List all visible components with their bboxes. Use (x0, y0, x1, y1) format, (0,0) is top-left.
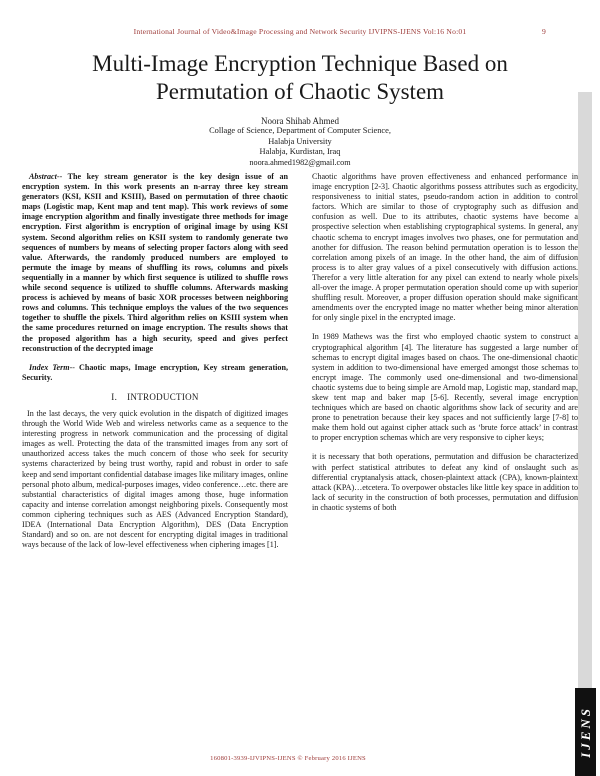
author-email[interactable]: noora.ahmed1982@gmail.com (249, 157, 351, 167)
abstract-label: Abstract-- (29, 172, 63, 181)
journal-header (0, 27, 600, 36)
footer-text: 160801-3939-IJVIPNS-IJENS © February 2016 IJENS (210, 755, 366, 762)
author-affiliation-line-3: Halabja, Kurdistan, Iraq (259, 147, 341, 157)
page-number: 9 (542, 27, 546, 36)
paper-title: Multi-Image Encryption Technique Based on Permutation of Chaotic System (92, 51, 508, 104)
right-column-paragraph-1: Chaotic algorithms have proven effectiveness and enhanced performance in image encryption [2-3]. Chaotic algorithms possess attributes such as ergodicity, responsiveness to initial states, pseudo-random action in addition to control factors. Which are similar to those of cryptography such as diffusion and confusion as well. Due to its attributes, chaotic systems have become a prospective selection when establishing cryptographical systems. In general, any chaotic schema to encrypt images involves two phases, one for permutation and another for diffusion. The reason behind permutation operation is to lesson the correlation among pixels of an image. In the other hand, the aim of diffusion process is to alter gray values of a pixel consecutively with diffusion actions. Therefor a very little alteration for any pixel can extend to nearly whole pixels all-over the image. A proper permutation operation should come up with superior shuffling result. Moreover, a proper diffusion operation should make significant amendments over the encrypted image no matter whether being minor alteration for only single pixel in the encrypted image. (312, 172, 578, 323)
author-name: Noora Shihab Ahmed (261, 116, 339, 126)
right-column (312, 172, 578, 522)
index-terms-text: Chaotic maps, Image encryption, Key stream generation, Security. (22, 362, 288, 382)
author-block (0, 116, 600, 168)
abstract-paragraph (22, 172, 288, 354)
ijens-logo-text: IJENS (577, 706, 593, 758)
right-margin-bar (578, 92, 592, 688)
footer (0, 755, 576, 762)
right-column-paragraph-3: it is necessary that both operations, permutation and diffusion be characterized with perfect statistical attributes to defeat any kind of onslaught such as differential cryptanalysis attack, chosen-plaintext attack (CPA), known-plaintext attack (KPA)…etcetera. To overpower obstacles like little key space in addition to lack of security in the construction of both processes, permutation and diffusion in chaotic systems of both (312, 452, 578, 512)
index-terms-label: Index Term-- (29, 362, 75, 372)
author-affiliation-line-1: Collage of Science, Department of Computer Science, (209, 126, 391, 136)
index-terms-paragraph (22, 363, 288, 383)
author-affiliation-line-2: Halabja University (268, 136, 332, 146)
section-label: INTRODUCTION (127, 391, 199, 402)
journal-title-line: International Journal of Video&Image Processing and Network Security IJVIPNS-IJENS Vol:16 No:01 (133, 27, 467, 36)
abstract-text: The key stream generator is the key design issue of an encryption system. In this work presents an n-array three key stream generators (KSI, KSII and KSIII), Based on permutation of three chaotic maps (Logistic map, Kent map and tent map). This work reviews of some image encryption algorithm and finally investigate three methods for image encryption. First algorithm is encryption of original image by using KSI system. Second algorithm relies on KSII system to randomly generate two sequences of numbers by means of selecting proper factors along with seed value. Afterwards, the randomly produced numbers are employed to permute the image by means of shuffling its rows, columns and pixels sequentially in a manner by which first sequence is utilized to shuffle rows while second sequence is utilized to shuffle columns. Afterwards masking process is achieved by means of basic XOR processes between neighboring rows and columns. This technique employs the values of the two sequences together to shuffle the pixels. Third algorithm relies on KSIII system when the same procedures returned on image encryption. The results shows that the proposed algorithm has a high security, speed and gives perfect reconstruction of the decrypted image (22, 172, 288, 353)
left-column (22, 172, 288, 559)
section-heading-introduction (22, 392, 288, 402)
ijens-logo-box (575, 688, 596, 776)
right-column-paragraph-2: In 1989 Mathews was the first who employed chaotic system to construct a cryptographical algorithm [4]. The literature has suggested a large number of schemas to encrypt digital images based on chaos. The one-dimensional chaotic system in addition to two-dimensional have emerged amongst those schemas to encrypt image. The commonly used one-dimensional and two-dimensional chaotic systems due to being simple are Arnold map, Logistic map, standard map, skew tent map and baker map [5-6]. Recently, several image encryption techniques which are based on chaotic algorithms show lack of security and are prone to penetration because their key spaces and not sufficiently large [7-8] to make them hold out against cipher attack such as ‘brute force attack’ in contrast to proper encryption schemas which are very responsive to cipher keys; (312, 332, 578, 443)
introduction-paragraph: In the last decays, the very quick evolution in the dispatch of digitized images through the World Wide Web and wireless networks came as a sequence to the interesting progress in network communication and the processing of digital images as well. Protecting the data of the transmitted images from any sort of unauthorized access takes the much concern of those who seek for security systems characterized by being trust worthy, rapid and robust in order to safe keep and send important confidential database images like military images, online personal photo album, medical-purposes images, video conference…etc. there are substantial characteristics of digital images among those, huge information capacity and intense correlation amongst neighboring pixels. Consequently most common ciphering techniques such as AES (Advanced Encryption Standard), IDEA (International Data Encryption Algorithm), DES (Data Encryption Standard) and so on. are not descent for encrypting digital images in traditional ways because of the lack of low-level effectiveness when ciphering images [1]. (22, 408, 288, 550)
section-numeral: I. (111, 391, 118, 402)
